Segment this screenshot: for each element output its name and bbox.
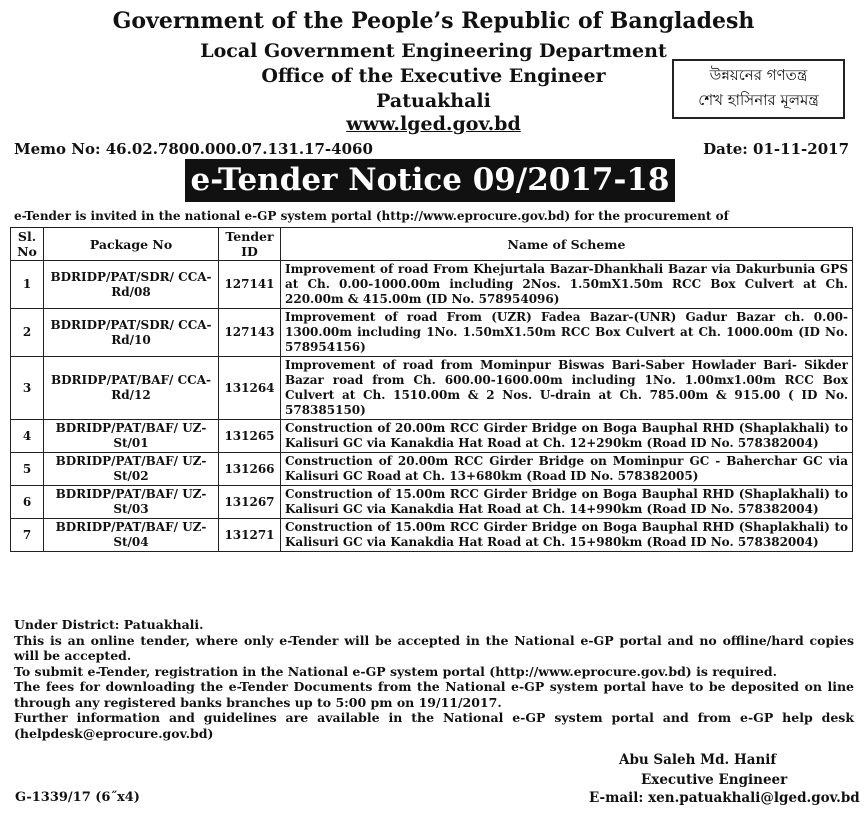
ad-code: G-1339/17 (6˝x4) bbox=[15, 790, 140, 805]
note-further-info: Further information and guidelines are available in the National e-GP system portal and from e-GP help desk (helpdesk@eprocure.gov.bd) bbox=[14, 710, 854, 741]
slogan-line-1: উন্নয়নের গণতন্ত্র bbox=[709, 66, 808, 84]
note-registration: To submit e-Tender, registration in the National e-GP system portal (http://www.eprocure.gov.bd) is required. bbox=[14, 663, 777, 679]
cell-sl: 2 bbox=[11, 309, 44, 357]
cell-tender-id: 127141 bbox=[219, 261, 281, 309]
table-row bbox=[11, 486, 853, 519]
cell-sl: 3 bbox=[11, 357, 44, 420]
header-sl: Sl. No bbox=[11, 228, 44, 261]
cell-scheme: Construction of 20.00m RCC Girder Bridge on Boga Bauphal RHD (Shaplakhali) to Kalisuri GC via Kanakdia Hat Road at Ch. 12+290km (Road ID No. 578382004) bbox=[281, 420, 853, 453]
header-package: Package No bbox=[44, 228, 219, 261]
memo-number: Memo No: 46.02.7800.000.07.131.17-4060 bbox=[14, 140, 373, 158]
table-row bbox=[11, 420, 853, 453]
notice-title-banner: e-Tender Notice 09/2017-18 bbox=[185, 159, 675, 202]
header-website[interactable]: www.lged.gov.bd bbox=[346, 113, 521, 135]
header-department: Local Government Engineering Department bbox=[200, 40, 667, 62]
cell-package: BDRIDP/PAT/BAF/ CCA-Rd/12 bbox=[44, 357, 219, 420]
table-row bbox=[11, 357, 853, 420]
cell-sl: 4 bbox=[11, 420, 44, 453]
cell-scheme: Improvement of road From Khejurtala Bazar-Dhankhali Bazar via Dakurbunia GPS at Ch. 0.00-1000.00m including 2Nos. 1.50mX1.50m RCC Box Culvert at Ch. 220.00m & 415.00m (ID No. 578954096) bbox=[281, 261, 853, 309]
cell-sl: 7 bbox=[11, 519, 44, 552]
header-tender-id: Tender ID bbox=[219, 228, 281, 261]
cell-tender-id: 131267 bbox=[219, 486, 281, 519]
signatory-designation: Executive Engineer bbox=[641, 772, 788, 788]
signatory-name: Abu Saleh Md. Hanif bbox=[619, 752, 777, 768]
cell-tender-id: 131264 bbox=[219, 357, 281, 420]
table-row bbox=[11, 453, 853, 486]
header-location: Patuakhali bbox=[376, 90, 491, 112]
cell-tender-id: 131265 bbox=[219, 420, 281, 453]
slogan-box bbox=[672, 59, 845, 119]
slogan-line-2: শেখ হাসিনার মূলমন্ত্র bbox=[698, 91, 819, 109]
cell-package: BDRIDP/PAT/BAF/ UZ-St/01 bbox=[44, 420, 219, 453]
header-office: Office of the Executive Engineer bbox=[261, 65, 606, 87]
note-district: Under District: Patuakhali. bbox=[14, 617, 204, 632]
table-row bbox=[11, 261, 853, 309]
cell-scheme: Improvement of road From (UZR) Fadea Bazar-(UNR) Gadur Bazar ch. 0.00-1300.00m including 1No. 1.50mX1.50m RCC Box Culvert at Ch. 1000.00m (ID No. 578954156) bbox=[281, 309, 853, 357]
cell-package: BDRIDP/PAT/BAF/ UZ-St/03 bbox=[44, 486, 219, 519]
cell-scheme: Construction of 20.00m RCC Girder Bridge on Mominpur GC - Baherchar GC via Kalisuri GC Road at Ch. 13+680km (Road ID No. 578382005) bbox=[281, 453, 853, 486]
cell-scheme: Construction of 15.00m RCC Girder Bridge on Boga Bauphal RHD (Shaplakhali) to Kalisuri GC via Kanakdia Hat Road at Ch. 14+990km (Road ID No. 578382004) bbox=[281, 486, 853, 519]
notes-section bbox=[14, 617, 854, 741]
cell-package: BDRIDP/PAT/SDR/ CCA-Rd/10 bbox=[44, 309, 219, 357]
cell-sl: 6 bbox=[11, 486, 44, 519]
cell-tender-id: 131271 bbox=[219, 519, 281, 552]
cell-scheme: Construction of 15.00m RCC Girder Bridge on Boga Bauphal RHD (Shaplakhali) to Kalisuri GC via Kanakdia Hat Road at Ch. 15+980km (Road ID No. 578382004) bbox=[281, 519, 853, 552]
cell-package: BDRIDP/PAT/BAF/ UZ-St/04 bbox=[44, 519, 219, 552]
note-online: This is an online tender, where only e-Tender will be accepted in the National e-GP portal and no offline/hard copies will be accepted. bbox=[14, 632, 854, 663]
table-header-row bbox=[11, 228, 853, 261]
cell-package: BDRIDP/PAT/BAF/ UZ-St/02 bbox=[44, 453, 219, 486]
signatory-email[interactable]: E-mail: xen.patuakhali@lged.gov.bd bbox=[589, 790, 860, 806]
cell-package: BDRIDP/PAT/SDR/ CCA-Rd/08 bbox=[44, 261, 219, 309]
cell-tender-id: 131266 bbox=[219, 453, 281, 486]
cell-tender-id: 127143 bbox=[219, 309, 281, 357]
notice-date: Date: 01-11-2017 bbox=[703, 140, 849, 158]
cell-sl: 1 bbox=[11, 261, 44, 309]
table-row bbox=[11, 309, 853, 357]
note-fees: The fees for downloading the e-Tender Documents from the National e-GP system portal have to be deposited on line through any registered banks branches up to 5:00 pm on 19/11/2017. bbox=[14, 679, 854, 710]
table-row bbox=[11, 519, 853, 552]
cell-sl: 5 bbox=[11, 453, 44, 486]
intro-text: e-Tender is invited in the national e-GP system portal (http://www.eprocure.gov.bd) for the procurement of bbox=[14, 209, 729, 223]
tender-table bbox=[10, 227, 853, 552]
header-scheme: Name of Scheme bbox=[281, 228, 853, 261]
cell-scheme: Improvement of road from Mominpur Biswas Bari-Saber Howlader Bari- Sikder Bazar road from Ch. 600.00-1600.00m including 1No. 1.00mx1.00m RCC Box Culvert at Ch. 1510.00m & 2 Nos. U-drain at Ch. 785.00m & 915.00 ( ID No. 578385150) bbox=[281, 357, 853, 420]
header-government: Government of the People’s Republic of Bangladesh bbox=[112, 8, 755, 34]
